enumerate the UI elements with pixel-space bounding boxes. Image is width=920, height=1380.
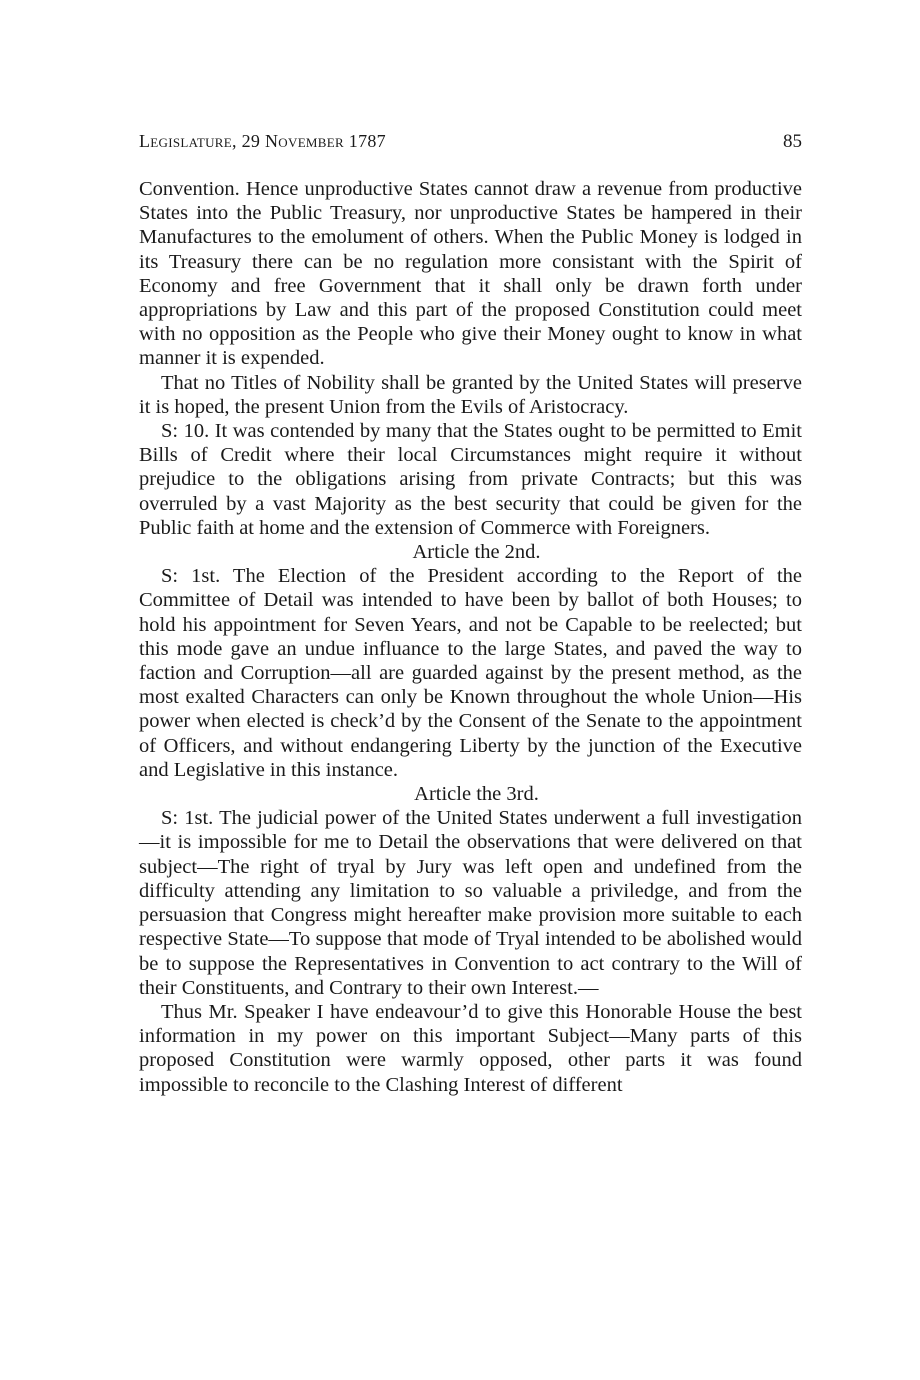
paragraph-closing: Thus Mr. Speaker I have endeavour’d to give this Honorable House the best information in my power on this important Subject—Many parts of this proposed Constitution were warmly opposed, other parts it was found impossible to reconcile to the Clashing Interest of different <box>139 1000 802 1096</box>
paragraph-article-3-section-1: S: 1st. The judicial power of the United States underwent a full investigation—it is impossible for me to Detail the observations that were delivered on that subject—The right of tryal by Jury was left open and undefined from the difficulty attending any limitation to so valuable a priviledge, and from the persuasion that Congress might hereafter make provision more suitable to each respective State—To suppose that mode of Tryal intended to be abolished would be to suppose the Representatives in Convention to act contrary to the Will of their Constituents, and Contrary to their own Interest.— <box>139 807 802 999</box>
running-title: Legislature, 29 November 1787 <box>139 131 386 151</box>
paragraph-titles-of-nobility: That no Titles of Nobility shall be granted by the United States will preserve it is hoped, the present Union from the Evils of Aristocracy. <box>139 371 802 418</box>
heading-article-3: Article the 3rd. <box>414 783 539 806</box>
paragraph-convention: Convention. Hence unproductive States cannot draw a revenue from productive States into the Public Treasury, nor unproductive States be hampered in their Manufactures to the emolument of others. When the Public Money is lodged in its Treasury there can be no regulation more consistant with the Spirit of Economy and free Government that it shall only be drawn forth under appropriations by Law and this part of the proposed Constitution could meet with no opposition as the People who give their Money ought to know in what manner it is expended. <box>139 178 802 370</box>
running-head <box>139 128 802 155</box>
page-number: 85 <box>783 131 802 152</box>
document-page <box>139 128 802 1097</box>
body-text <box>139 177 802 1097</box>
paragraph-section-10: S: 10. It was contended by many that the States ought to be permitted to Emit Bills of Credit where their local Circumstances might require it without prejudice to the obligations arising from private Contracts; but this was overruled by a vast Majority as the best security that could be given for the Public faith at home and the extension of Commerce with Foreigners. <box>139 420 802 539</box>
paragraph-article-2-section-1: S: 1st. The Election of the President according to the Report of the Committee of Detail was intended to have been by ballot of both Houses; to hold his appointment for Seven Years, and not be Capable to be reelected; but this mode gave an undue influance to the large States, and paved the way to faction and Corruption—all are guarded against by the present method, as the most exalted Characters can only be Known throughout the whole Union—His power when elected is check’d by the Consent of the Senate to the appointment of Officers, and without endangering Liberty by the junction of the Executive and Legislative in this instance. <box>139 565 802 781</box>
heading-article-2: Article the 2nd. <box>412 541 541 564</box>
